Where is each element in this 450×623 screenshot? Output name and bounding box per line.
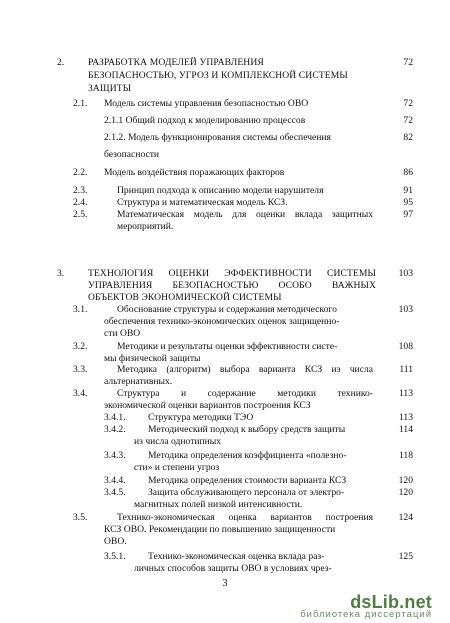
- toc-entry-number: 3.4.: [73, 388, 88, 399]
- toc-entry-title: Принцип подхода к описанию модели нарушителя: [117, 185, 324, 196]
- toc-entry-number: 3.4.3.: [104, 450, 126, 461]
- toc-chapter-3-title-line2: УПРАВЛЕНИЯ БЕЗОПАСНОСТЬЮ ОСОБО ВАЖНЫХ: [88, 280, 376, 291]
- toc-entry-page: 120: [398, 475, 413, 486]
- toc-entry-title: Модель системы управления безопасностью ОВО: [104, 98, 309, 109]
- toc-entry-number: 3.4.1.: [104, 412, 126, 423]
- toc-entry-title: 2.1.1 Общий подход к моделированию процессов: [104, 115, 306, 126]
- toc-entry-title-line1: Технико-экономическая оценка вариантов построения: [117, 512, 373, 523]
- toc-chapter-3-title-line1: ТЕХНОЛОГИЯ ОЦЕНКИ ЭФФЕКТИВНОСТИ СИСТЕМЫ: [88, 268, 376, 279]
- toc-entry-title-line2: экономической оценки вариантов построения КСЗ: [104, 400, 311, 411]
- toc-entry-number: 2.3.: [73, 185, 88, 196]
- toc-entry-title-line1: Обоснование структуры и содержания методического: [117, 304, 337, 315]
- toc-entry-number: 3.5.1.: [104, 551, 126, 562]
- toc-chapter-3-number: 3.: [57, 268, 65, 279]
- watermark-subtitle: библиотека диссертаций: [300, 609, 432, 620]
- toc-entry-number: 3.3.: [73, 364, 88, 375]
- toc-entry-page: 118: [398, 450, 413, 461]
- toc-entry-number: 3.4.4.: [104, 475, 126, 486]
- toc-entry-number: 3.4.2.: [104, 424, 126, 435]
- toc-entry-title-line3: сти ОВО: [104, 328, 141, 339]
- toc-entry-title: Структура и математическая модель КСЗ.: [117, 197, 288, 208]
- toc-entry-title-line1: 2.1.2. Модель функционирования системы обеспечения: [104, 132, 331, 143]
- toc-entry-title-line2: личных способов защиты ОВО в условиях чрез-: [134, 563, 332, 574]
- toc-entry-title-line1: Методический подход к выбору средств защиты: [148, 424, 346, 435]
- toc-chapter-2-title-line3: ЗАЩИТЫ: [88, 83, 132, 94]
- toc-entry-title-line1: Защита обслуживающего персонала от электро-: [148, 487, 345, 498]
- page-number: 3: [222, 578, 228, 589]
- toc-chapter-3-page: 103: [398, 268, 413, 279]
- toc-entry-page: 108: [398, 341, 413, 352]
- toc-entry-page: 91: [403, 185, 413, 196]
- toc-entry-title-line2: мы физической защиты: [104, 353, 201, 364]
- toc-entry-page: 97: [403, 209, 413, 220]
- toc-entry-title-line2: безопасности: [104, 149, 160, 160]
- toc-entry-page: 124: [398, 512, 413, 523]
- toc-entry-number: 3.4.5.: [104, 487, 126, 498]
- toc-entry-page: 113: [398, 388, 413, 399]
- toc-chapter-2-title-line1: РАЗРАБОТКА МОДЕЛЕЙ УПРАВЛЕНИЯ: [88, 57, 264, 68]
- toc-entry-title-line2: мероприятий.: [117, 221, 174, 232]
- toc-chapter-2-number: 2.: [57, 57, 65, 68]
- toc-entry-number: 3.5.: [73, 512, 88, 523]
- toc-entry-title-line1: Методика определения коэффициента «полезно-: [148, 450, 347, 461]
- toc-entry-number: 2.1.: [73, 98, 88, 109]
- toc-entry-title-line1: Методики и результаты оценки эффективности систе-: [117, 341, 338, 352]
- toc-entry-page: 72: [403, 98, 413, 109]
- toc-entry-title-line1: Структура и содержание методики технико-: [117, 388, 373, 399]
- toc-chapter-2-page: 72: [403, 57, 413, 68]
- toc-entry-page: 82: [403, 132, 413, 143]
- toc-entry-page: 95: [403, 197, 413, 208]
- toc-entry-title-line2: альтернативных.: [104, 376, 173, 387]
- toc-entry-title: Структура методики ТЭО: [148, 412, 254, 423]
- toc-chapter-3-title-line3: ОБЪЕКТОВ ЭКОНОМИЧЕСКОЙ СИСТЕМЫ: [88, 292, 282, 303]
- toc-chapter-2-title-line2: БЕЗОПАСНОСТЬЮ, УГРОЗ И КОМПЛЕКСНОЙ СИСТЕМЫ: [88, 70, 348, 81]
- watermark-logo: dsLib.net: [350, 592, 432, 612]
- toc-entry-page: 111: [399, 364, 413, 375]
- toc-entry-title-line2: из числа однотипных: [134, 436, 222, 447]
- toc-entry-title-line2: магнитных полей низкой интенсивности.: [134, 499, 303, 510]
- toc-entry-title-line1: Технико-экономическая оценка вклада раз-: [148, 551, 325, 562]
- toc-entry-title-line2: КСЗ ОВО. Рекомендации по повышению защищенности: [104, 524, 336, 535]
- toc-entry-title-line2: обеспечения технико-экономических оценок защищенно-: [104, 316, 340, 327]
- toc-entry-title-line1: Математическая модель для оценки вклада защитных: [117, 209, 373, 220]
- toc-entry-number: 2.5.: [73, 209, 88, 220]
- toc-entry-title-line3: ОВО.: [104, 536, 127, 547]
- toc-entry-page: 120: [398, 487, 413, 498]
- toc-entry-title: Методика определения стоимости варианта КСЗ: [148, 475, 347, 486]
- toc-entry-page: 114: [398, 424, 413, 435]
- toc-entry-page: 113: [398, 412, 413, 423]
- toc-entry-title-line2: сти» и степени угроз: [134, 462, 220, 473]
- toc-entry-page: 86: [403, 167, 413, 178]
- toc-entry-page: 125: [398, 551, 413, 562]
- toc-entry-number: 2.2.: [73, 167, 88, 178]
- toc-entry-number: 3.1.: [73, 304, 88, 315]
- toc-entry-title-line1: Методика (алгоритм) выбора варианта КСЗ из числа: [117, 364, 373, 375]
- toc-entry-page: 72: [403, 115, 413, 126]
- toc-entry-title: Модель воздействия поражающих факторов: [104, 167, 285, 178]
- toc-entry-number: 3.2.: [73, 341, 88, 352]
- toc-entry-number: 2.4.: [73, 197, 88, 208]
- toc-entry-page: 103: [398, 304, 413, 315]
